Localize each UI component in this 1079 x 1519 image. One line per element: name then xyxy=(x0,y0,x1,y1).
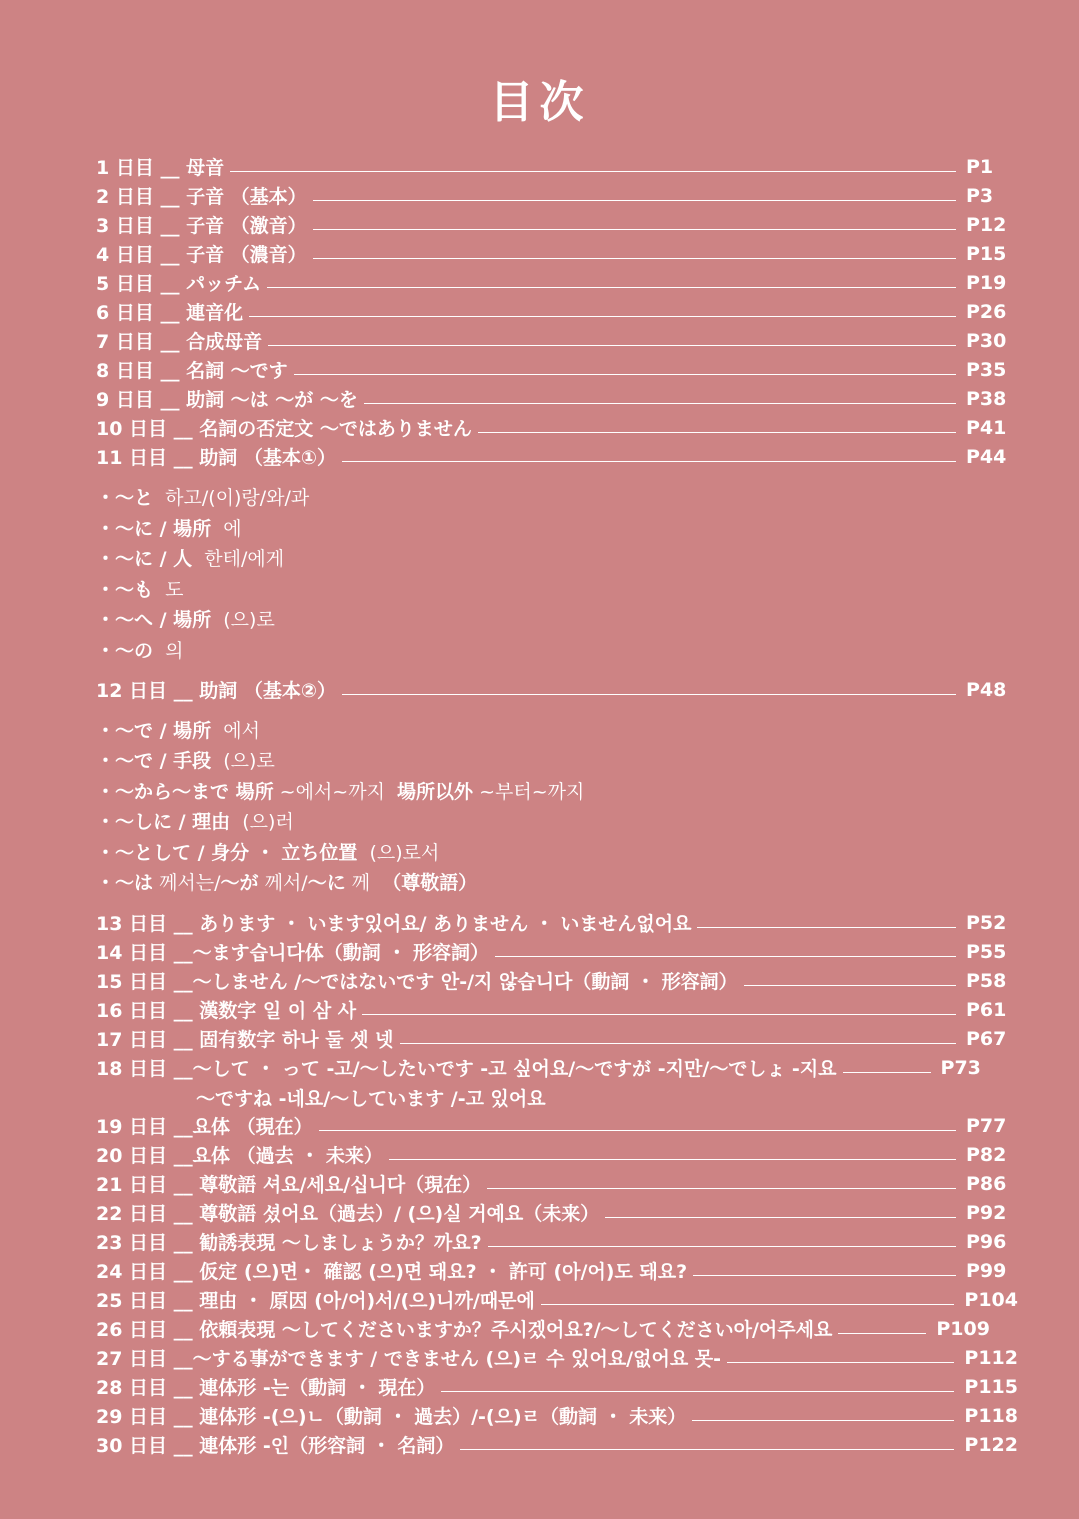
sub-item: ・〜に / 場所 에 xyxy=(96,518,242,540)
leader-line xyxy=(249,316,956,317)
entry-title: 30 日目 __ 連体形 -인（形容詞 ・ 名詞） xyxy=(96,1435,455,1457)
entry-page: P77 xyxy=(966,1114,1007,1137)
entry-title: 8 日目 __ 名詞 〜です xyxy=(96,360,288,382)
leader-line xyxy=(268,345,956,346)
entry-page: P99 xyxy=(966,1259,1007,1282)
toc-entry-1[interactable] xyxy=(96,152,1018,181)
leader-line xyxy=(487,1188,956,1189)
toc-entry-9[interactable] xyxy=(96,384,1018,413)
leader-line xyxy=(495,956,956,957)
leader-line xyxy=(294,374,956,375)
leader-line xyxy=(342,694,956,695)
leader-line xyxy=(313,229,956,230)
toc-entry-2[interactable] xyxy=(96,181,1018,210)
toc-entry-12[interactable] xyxy=(96,675,1018,704)
entry-title: 10 日目 __ 名詞の否定文 〜ではありません xyxy=(96,418,472,440)
entry-page: P3 xyxy=(966,184,994,207)
leader-line xyxy=(319,1130,956,1131)
toc-entry-27[interactable] xyxy=(96,1343,1018,1372)
entry-title: 16 日目 __ 漢数字 일 이 삼 사 xyxy=(96,1000,357,1022)
entry-page: P86 xyxy=(966,1172,1007,1195)
entry-title: 22 日目 __ 尊敬語 셨어요（過去）/ (으)실 거예요（未来） xyxy=(96,1203,600,1225)
entry-page: P26 xyxy=(966,300,1007,323)
toc-entry-6[interactable] xyxy=(96,297,1018,326)
sub-item: ・〜から〜まで 場所 ~에서~까지 場所以外 ~부터~까지 xyxy=(96,781,585,803)
entry-page: P61 xyxy=(966,998,1007,1021)
sub-item: ・〜に / 人 한테/에게 xyxy=(96,548,285,570)
entry-title: 28 日目 __ 連体形 -는（動詞 ・ 現在） xyxy=(96,1377,436,1399)
toc-entry-17[interactable] xyxy=(96,1024,1018,1053)
entry-page: P41 xyxy=(966,416,1007,439)
sub-item: ・〜として / 身分 ・ 立ち位置 (으)로서 xyxy=(96,842,440,864)
leader-line xyxy=(697,927,956,928)
toc-entry-10[interactable] xyxy=(96,413,1018,442)
entry-title: 7 日目 __ 合成母音 xyxy=(96,331,263,353)
entry-title: 12 日目 __ 助詞 （基本②） xyxy=(96,680,336,702)
leader-line xyxy=(230,171,956,172)
toc-entry-30[interactable] xyxy=(96,1430,1018,1459)
sub-item: ・〜で / 手段 (으)로 xyxy=(96,750,275,772)
entry-title: 29 日目 __ 連体形 -(으)ㄴ（動詞 ・ 過去）/-(으)ㄹ（動詞 ・ 未来） xyxy=(96,1406,687,1428)
leader-line xyxy=(843,1072,931,1073)
entry-page: P44 xyxy=(966,445,1007,468)
entry-page: P58 xyxy=(966,969,1007,992)
entry-page: P96 xyxy=(966,1230,1007,1253)
leader-line xyxy=(605,1217,956,1218)
entry-page: P115 xyxy=(964,1375,1018,1398)
toc-entry-24[interactable] xyxy=(96,1256,1018,1285)
leader-line xyxy=(313,200,956,201)
toc-entry-5[interactable] xyxy=(96,268,1018,297)
leader-line xyxy=(389,1159,956,1160)
leader-line xyxy=(342,461,956,462)
entry-page: P38 xyxy=(966,387,1007,410)
entry-page: P15 xyxy=(966,242,1007,265)
page-title: 目次 xyxy=(489,77,590,128)
entry-title: 11 日目 __ 助詞 （基本①） xyxy=(96,447,336,469)
toc-entry-21[interactable] xyxy=(96,1169,1018,1198)
leader-line xyxy=(727,1362,954,1363)
entry-title: 3 日目 __ 子音 （激音） xyxy=(96,215,307,237)
entry-page: P122 xyxy=(964,1433,1018,1456)
entry-title: 23 日目 __ 勧誘表現 〜しましょうか？까요? xyxy=(96,1232,482,1254)
leader-line xyxy=(838,1333,926,1334)
sub-item: ・〜で / 場所 에서 xyxy=(96,720,260,742)
entry-page: P82 xyxy=(966,1143,1007,1166)
leader-line xyxy=(267,287,956,288)
leader-line xyxy=(400,1043,956,1044)
leader-line xyxy=(364,403,956,404)
entry-page: P30 xyxy=(966,329,1007,352)
entry-title: 2 日目 __ 子音 （基本） xyxy=(96,186,307,208)
toc-entry-23[interactable] xyxy=(96,1227,1018,1256)
sub-item: ・〜と 하고/(이)랑/와/과 xyxy=(96,487,310,509)
toc-entry-4[interactable] xyxy=(96,239,1018,268)
toc-entry-14[interactable] xyxy=(96,937,1018,966)
toc-entry-25[interactable] xyxy=(96,1285,1018,1314)
sub-item: ・〜の 의 xyxy=(96,640,184,662)
sub-item: ・〜は 께서는/〜が 께서/〜に 께 （尊敬語） xyxy=(96,872,478,894)
entry-page: P52 xyxy=(966,911,1007,934)
entry-title: 21 日目 __ 尊敬語 셔요/세요/십니다（現在） xyxy=(96,1174,482,1196)
toc-entry-15[interactable] xyxy=(96,966,1018,995)
entry-title: 13 日目 __ あります ・ います있어요/ ありません ・ いません없어요 xyxy=(96,913,692,935)
entry-title: 24 日目 __ 仮定 (으)면・ 確認 (으)면 돼요? ・ 許可 (아/어)도 돼요? xyxy=(96,1261,688,1283)
toc-entry-11[interactable] xyxy=(96,442,1018,471)
entry-title: 18 日目 __〜して ・ って -고/〜したいです -고 싶어요/〜ですが -지만/〜でしょ -지요 xyxy=(96,1058,837,1080)
leader-line xyxy=(362,1014,956,1015)
entry-page: P73 xyxy=(940,1056,981,1079)
entry-continuation: 〜ですね -네요/〜しています /-고 있어요 xyxy=(196,1088,546,1110)
leader-line xyxy=(478,432,956,433)
sub-item: ・〜へ / 場所 (으)로 xyxy=(96,609,275,631)
toc-entry-28[interactable] xyxy=(96,1372,1018,1401)
entry-title: 6 日目 __ 連音化 xyxy=(96,302,244,324)
entry-page: P35 xyxy=(966,358,1007,381)
toc-entry-18[interactable] xyxy=(96,1053,1018,1082)
leader-line xyxy=(692,1420,954,1421)
entry-title: 15 日目 __〜しません /〜ではないです 안-/지 않습니다（動詞 ・ 形容詞） xyxy=(96,971,738,993)
leader-line xyxy=(744,985,956,986)
leader-line xyxy=(460,1449,954,1450)
entry-page: P48 xyxy=(966,678,1007,701)
toc-entry-20[interactable] xyxy=(96,1140,1018,1169)
entry-page: P92 xyxy=(966,1201,1007,1224)
entry-page: P112 xyxy=(964,1346,1018,1369)
entry-page: P19 xyxy=(966,271,1007,294)
entry-title: 19 日目 __요体 （現在） xyxy=(96,1116,313,1138)
toc-entry-3[interactable] xyxy=(96,210,1018,239)
entry-title: 14 日目 __〜ます습니다体（動詞 ・ 形容詞） xyxy=(96,942,489,964)
entry-title: 20 日目 __요体 （過去 ・ 未来） xyxy=(96,1145,383,1167)
toc-entry-22[interactable] xyxy=(96,1198,1018,1227)
entry-page: P55 xyxy=(966,940,1007,963)
entry-title: 1 日目 __ 母音 xyxy=(96,157,225,179)
entry-page: P118 xyxy=(964,1404,1018,1427)
toc-entry-26[interactable] xyxy=(96,1314,1018,1343)
toc-entry-19[interactable] xyxy=(96,1111,1018,1140)
leader-line xyxy=(541,1304,955,1305)
leader-line xyxy=(488,1246,956,1247)
entry-page: P67 xyxy=(966,1027,1007,1050)
entry-title: 4 日目 __ 子音 （濃音） xyxy=(96,244,307,266)
entry-page: P104 xyxy=(964,1288,1018,1311)
toc-entry-16[interactable] xyxy=(96,995,1018,1024)
toc-entry-13[interactable] xyxy=(96,908,1018,937)
toc-entry-29[interactable] xyxy=(96,1401,1018,1430)
entry-title: 26 日目 __ 依頼表現 〜してくださいますか？주시겠어요?/〜してください아/어주세요 xyxy=(96,1319,833,1341)
entry-title: 9 日目 __ 助詞 〜は 〜が 〜を xyxy=(96,389,358,411)
leader-line xyxy=(313,258,956,259)
toc-entry-7[interactable] xyxy=(96,326,1018,355)
entry-title: 5 日目 __ パッチム xyxy=(96,273,262,295)
toc-entry-8[interactable] xyxy=(96,355,1018,384)
leader-line xyxy=(441,1391,954,1392)
entry-title: 25 日目 __ 理由 ・ 原因 (아/어)서/(으)니까/때문에 xyxy=(96,1290,535,1312)
entry-page: P109 xyxy=(936,1317,990,1340)
entry-title: 17 日目 __ 固有数字 하나 둘 셋 넷 xyxy=(96,1029,394,1051)
entry-title: 27 日目 __〜する事ができます / できません (으)ㄹ 수 있어요/없어요 못- xyxy=(96,1348,722,1370)
entry-page: P12 xyxy=(966,213,1007,236)
sub-item: ・〜しに / 理由 (으)러 xyxy=(96,811,294,833)
leader-line xyxy=(693,1275,956,1276)
sub-item: ・〜も 도 xyxy=(96,579,184,601)
entry-page: P1 xyxy=(966,155,994,178)
